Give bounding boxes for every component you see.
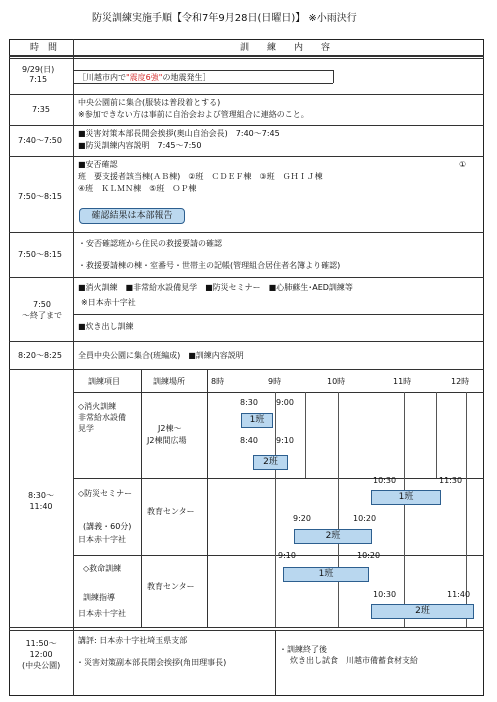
hour-label: 9時 bbox=[268, 377, 282, 386]
hour-label: 11時 bbox=[393, 377, 412, 386]
row6-time: 7:50 ～終了まで bbox=[22, 300, 62, 320]
schedule-head-item: 訓練項目 bbox=[88, 377, 120, 386]
schedule-bar: 2班 bbox=[253, 455, 288, 470]
schedule-head-place: 訓練場所 bbox=[153, 377, 185, 386]
bar-start-label: 9:20 bbox=[293, 514, 311, 523]
bar-start-label: 10:30 bbox=[373, 590, 397, 599]
row1-time: 9/29(日) 7:15 bbox=[22, 65, 55, 84]
row2-line1: 中央公園前に集合(服装は普段着とする) bbox=[78, 98, 221, 107]
item1-name1: ◇消火訓練 bbox=[78, 402, 117, 411]
row8-time: 8:30～ 11:40 bbox=[28, 491, 54, 511]
row5-time: 7:50～8:15 bbox=[18, 250, 62, 259]
bar-start-label: 8:40 bbox=[240, 436, 258, 445]
schedule-bar: 2班 bbox=[371, 604, 474, 619]
item1-name3: 見学 bbox=[78, 424, 94, 433]
schedule-bar: 1班 bbox=[283, 567, 369, 582]
bar-end-label: 10:20 bbox=[353, 514, 377, 523]
row4-time: 7:50～8:15 bbox=[18, 192, 62, 201]
item1-place1: J2棟～ bbox=[158, 424, 182, 433]
row4-line1: ■安否確認 bbox=[78, 160, 118, 169]
bar-start-label: 10:30 bbox=[373, 476, 397, 485]
row3-line1: ■災害対策本部長開会挨拶(奥山自治会長) 7:40～7:45 bbox=[78, 129, 280, 138]
item3-name1: ◇救命訓練 bbox=[83, 564, 122, 573]
row2-line2: ※参加できない方は事前に自治会および管理組合に連絡のこと。 bbox=[78, 110, 309, 119]
row9-right1: ・訓練終了後 bbox=[279, 645, 327, 654]
header-time: 時 間 bbox=[30, 43, 58, 53]
row1-content: ［川越市内で"震度6強"の地震発生］ bbox=[78, 73, 211, 82]
row4-line2: 班 要支援者該当棟(ＡＢ棟) ②班 ＣＤＥＦ棟 ③班 ＧＨＩＪ棟 bbox=[78, 172, 323, 181]
row5-line1: ・安否確認班から住民の救援要請の確認 bbox=[78, 239, 222, 248]
row6-line3: ■炊き出し訓練 bbox=[78, 322, 134, 331]
item2-name1: ◇防災セミナー bbox=[78, 489, 133, 498]
bar-start-label: 9:10 bbox=[278, 551, 296, 560]
item3-name2: 訓練指導 bbox=[83, 593, 115, 602]
row3-time: 7:40～7:50 bbox=[18, 136, 62, 145]
quake-intensity: "震度6強" bbox=[126, 73, 163, 82]
row5-line2: ・救援要請棟の棟・室番号・世帯主の記帳(管理組合居住者名簿より確認) bbox=[78, 261, 341, 270]
row9-left2: ・災害対策副本部長閉会挨拶(角田理事長) bbox=[76, 658, 227, 667]
column-divider bbox=[73, 39, 74, 696]
item3-name3: 日本赤十字社 bbox=[78, 609, 126, 618]
item2-name3: 日本赤十字社 bbox=[78, 535, 126, 544]
bar-end-label: 11:30 bbox=[439, 476, 463, 485]
row4-line3: ④班 ＫＬＭＮ棟 ⑤班 ＯＰ棟 bbox=[78, 184, 197, 193]
row9-time: 11:50～ 12:00 (中央公園) bbox=[22, 639, 61, 670]
item2-place1: 教育センター bbox=[147, 507, 195, 516]
row3-line2: ■防災訓練内容説明 7:45～7:50 bbox=[78, 141, 202, 150]
row9-right2: 炊き出し試食 川越市備蓄食材支給 bbox=[290, 656, 418, 665]
report-to-hq-label: 確認結果は本部報告 bbox=[79, 208, 185, 224]
hour-label: 8時 bbox=[211, 377, 225, 386]
bar-end-label: 10:20 bbox=[357, 551, 381, 560]
row7-text: 全員中央公園に集合(班編成) ■訓練内容説明 bbox=[78, 351, 244, 360]
item1-place2: J2棟間広場 bbox=[147, 436, 187, 445]
page-title: 防災訓練実施手順【令和7年9月28日(日曜日)】 ※小雨決行 bbox=[92, 13, 357, 24]
row7-time: 8:20～8:25 bbox=[18, 351, 62, 360]
row9-left1: 講評: 日本赤十字社埼玉県支部 bbox=[78, 636, 188, 645]
row4-num: ① bbox=[459, 160, 467, 169]
bar-start-label: 8:30 bbox=[240, 398, 258, 407]
row6-line2: ※日本赤十字社 bbox=[81, 298, 136, 307]
item1-name2: 非常給水設備 bbox=[78, 413, 126, 422]
hour-label: 12時 bbox=[451, 377, 470, 386]
schedule-bar: 2班 bbox=[294, 529, 372, 544]
row2-time: 7:35 bbox=[32, 105, 50, 114]
item2-name2: (講義・60分) bbox=[83, 522, 132, 531]
schedule-bar: 1班 bbox=[371, 490, 441, 505]
row6-line1: ■消火訓練 ■非常給水設備見学 ■防災セミナー ■心肺蘇生･AED訓練等 bbox=[78, 283, 353, 292]
bar-end-label: 11:40 bbox=[447, 590, 471, 599]
bar-end-label: 9:10 bbox=[276, 436, 294, 445]
schedule-bar: 1班 bbox=[241, 413, 273, 428]
bar-end-label: 9:00 bbox=[276, 398, 294, 407]
item3-place1: 教育センター bbox=[147, 582, 195, 591]
header-content: 訓 練 内 容 bbox=[240, 43, 331, 53]
hour-label: 10時 bbox=[327, 377, 346, 386]
